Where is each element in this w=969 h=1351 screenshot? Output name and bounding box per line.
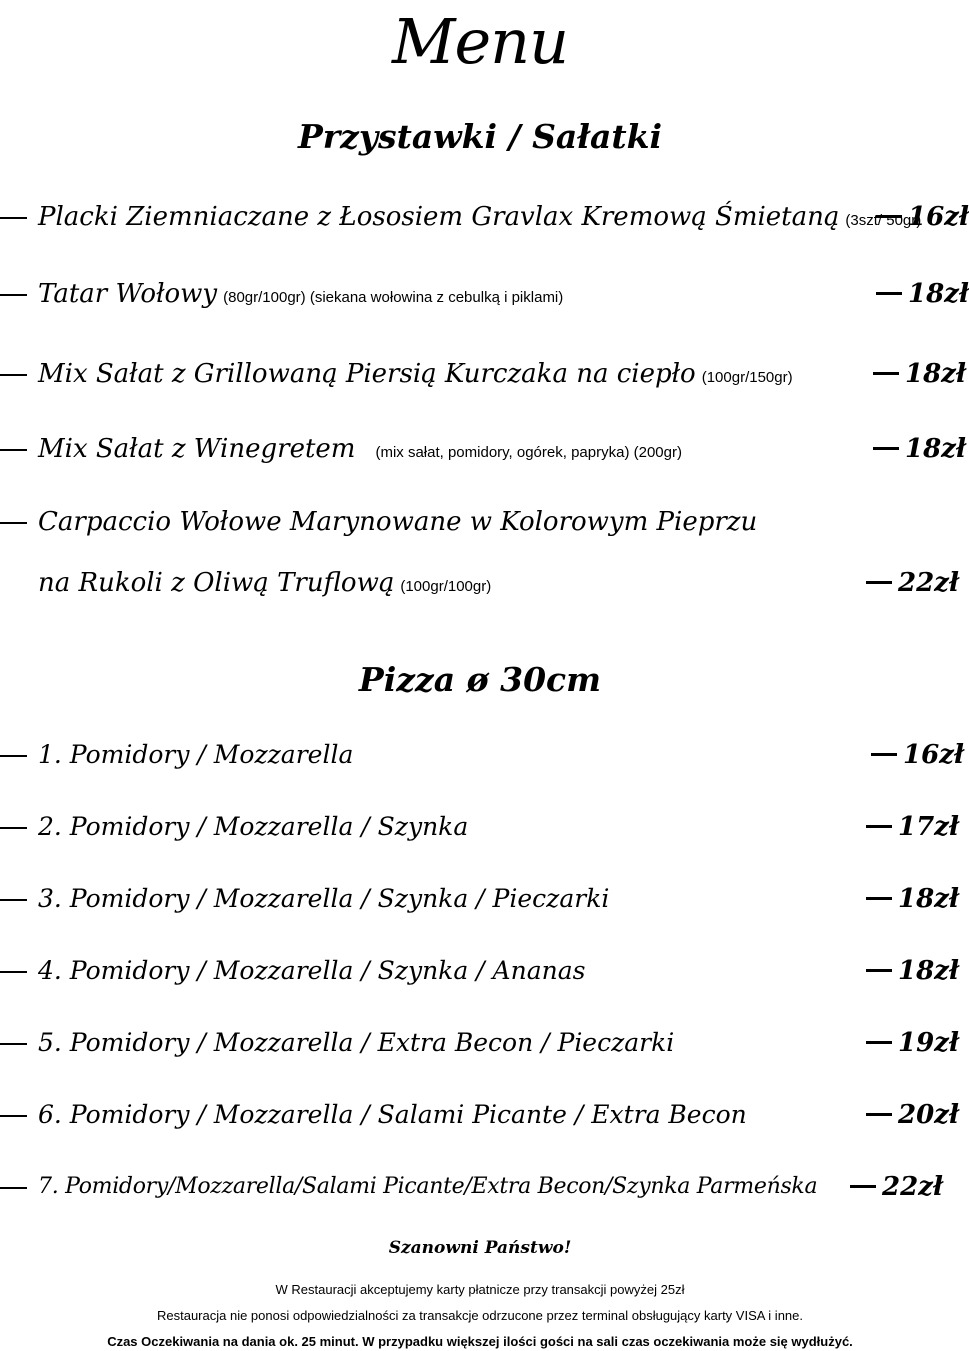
item-price: 18zł xyxy=(866,879,959,919)
item-name: Mix Sałat z Winegretem (mix sałat, pomidory, ogórek, papryka) (200gr) xyxy=(38,434,682,464)
item-note: (100gr/150gr) xyxy=(701,369,793,386)
menu-item xyxy=(0,429,966,469)
item-name: Carpaccio Wołowe Marynowane w Kolorowym Pieprzu xyxy=(38,507,758,537)
bullet-dash xyxy=(0,1043,27,1045)
menu-item xyxy=(0,951,960,991)
bullet-dash xyxy=(0,522,27,524)
bullet-dash xyxy=(0,755,27,757)
bullet-dash xyxy=(0,374,27,376)
item-name: 1. Pomidory / Mozzarella xyxy=(38,740,354,769)
bullet-dash xyxy=(0,899,27,901)
item-price: 18zł xyxy=(873,429,966,469)
item-price: 16zł xyxy=(876,197,969,237)
item-price: 16zł xyxy=(871,735,964,775)
item-price: 18zł xyxy=(866,951,959,991)
menu-item xyxy=(0,197,969,237)
item-price: 22zł xyxy=(850,1167,943,1207)
bullet-dash xyxy=(0,1115,27,1117)
item-price: 19zł xyxy=(866,1023,959,1063)
item-name: 2. Pomidory / Mozzarella / Szynka xyxy=(38,812,469,841)
item-name: Tatar Wołowy (80gr/100gr) (siekana wołowina z cebulką i piklami) xyxy=(38,279,564,309)
item-price: 20zł xyxy=(866,1095,959,1135)
menu-item xyxy=(0,1167,960,1207)
bullet-dash xyxy=(0,827,27,829)
item-note: (100gr/100gr) xyxy=(400,578,492,595)
item-price: 18zł xyxy=(876,274,969,314)
section-heading-starters: Przystawki / Sałatki xyxy=(297,117,663,156)
item-name: 3. Pomidory / Mozzarella / Szynka / Pieczarki xyxy=(38,884,610,913)
bullet-dash xyxy=(0,294,27,296)
menu-title: Menu xyxy=(391,5,569,78)
item-note: (80gr/100gr) (siekana wołowina z cebulką i piklami) xyxy=(223,289,564,306)
item-name-line2: na Rukoli z Oliwą Truflową (100gr/100gr) xyxy=(38,568,492,598)
menu-item xyxy=(0,1095,960,1135)
item-price: 18zł xyxy=(873,354,966,394)
menu-item xyxy=(0,274,969,314)
footer-card-info: W Restauracji akceptujemy karty płatnicze przy transakcji powyżej 25zł xyxy=(275,1282,685,1297)
item-name: 5. Pomidory / Mozzarella / Extra Becon / Pieczarki xyxy=(38,1028,675,1057)
menu-item xyxy=(0,354,966,394)
bullet-dash xyxy=(0,217,27,219)
footer-wait-time: Czas Oczekiwania na dania ok. 25 minut. W przypadku większej ilości gości na sali czas oczekiwania może się wydłużyć. xyxy=(107,1334,853,1349)
menu-item-continued xyxy=(0,563,960,603)
item-note: (3szt/ 50gr) xyxy=(845,212,922,229)
menu-item xyxy=(0,502,960,542)
bullet-dash xyxy=(0,1187,27,1189)
item-name: Mix Sałat z Grillowaną Piersią Kurczaka na ciepło (100gr/150gr) xyxy=(38,359,793,389)
footer-greeting: Szanowni Państwo! xyxy=(388,1238,572,1258)
item-name: 7. Pomidory/Mozzarella/Salami Picante/Extra Becon/Szynka Parmeńska xyxy=(38,1174,818,1199)
item-name: 6. Pomidory / Mozzarella / Salami Picante / Extra Becon xyxy=(38,1100,747,1129)
menu-item xyxy=(0,807,960,847)
bullet-dash xyxy=(0,449,27,451)
item-price: 22zł xyxy=(866,563,959,603)
item-note: (mix sałat, pomidory, ogórek, papryka) (200gr) xyxy=(375,444,682,461)
bullet-dash xyxy=(0,971,27,973)
section-heading-pizza: Pizza ø 30cm xyxy=(358,660,602,699)
menu-item xyxy=(0,1023,960,1063)
footer-disclaimer: Restauracja nie ponosi odpowiedzialności za transakcje odrzucone przez terminal obsługujący karty VISA i inne. xyxy=(156,1308,803,1323)
menu-item xyxy=(0,735,964,775)
item-price: 17zł xyxy=(866,807,959,847)
item-name: Placki Ziemniaczane z Łososiem Gravlax Kremową Śmietaną (3szt/ 50gr) xyxy=(38,202,922,232)
menu-item xyxy=(0,879,960,919)
item-name: 4. Pomidory / Mozzarella / Szynka / Ananas xyxy=(38,956,586,985)
